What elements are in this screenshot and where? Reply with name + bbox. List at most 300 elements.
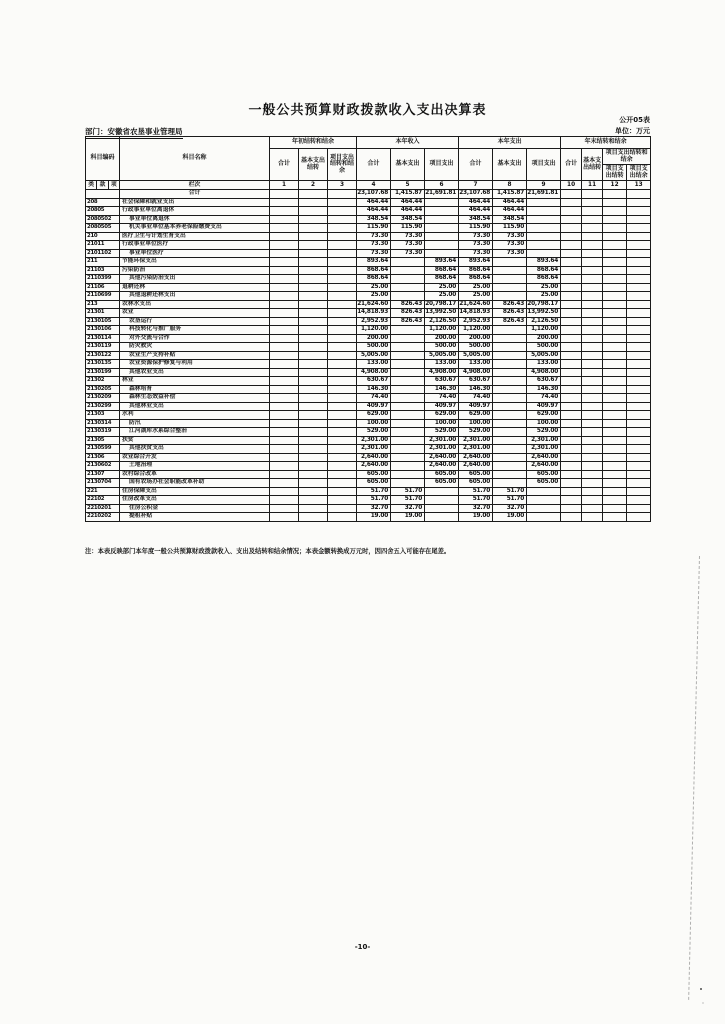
value-cell	[582, 351, 603, 360]
value-cell: 605.00	[527, 470, 561, 479]
value-cell: 100.00	[527, 419, 561, 428]
subject-code-cell: 2130135	[86, 360, 120, 369]
value-cell	[493, 360, 527, 369]
value-cell	[328, 275, 357, 284]
value-cell	[627, 258, 651, 267]
value-cell: 1,415.87	[391, 190, 425, 199]
value-cell	[270, 368, 299, 377]
value-cell	[603, 198, 627, 207]
subject-name-cell: 合计	[120, 190, 270, 199]
subject-code-cell: 20805	[86, 207, 120, 216]
value-cell: 2,640.00	[527, 462, 561, 471]
value-cell	[627, 377, 651, 386]
subject-code-cell: 2210202	[86, 513, 120, 522]
value-cell	[582, 241, 603, 250]
scan-artifact-line	[688, 556, 700, 1000]
value-cell	[299, 343, 328, 352]
value-cell	[561, 215, 582, 224]
value-cell: 868.64	[425, 266, 459, 275]
value-cell: 51.70	[459, 496, 493, 505]
value-cell: 868.64	[425, 275, 459, 284]
value-cell	[627, 487, 651, 496]
value-cell: 25.00	[527, 292, 561, 301]
subject-code-cell: 208	[86, 198, 120, 207]
value-cell: 409.97	[425, 402, 459, 411]
subject-name-cell: 污染防治	[120, 266, 270, 275]
value-cell	[603, 504, 627, 513]
value-cell	[493, 436, 527, 445]
subject-code-cell: 2130114	[86, 334, 120, 343]
value-cell	[493, 453, 527, 462]
value-cell	[527, 207, 561, 216]
value-cell: 74.40	[425, 394, 459, 403]
value-cell	[527, 232, 561, 241]
table-row	[86, 385, 651, 394]
table-row	[86, 462, 651, 471]
value-cell	[561, 411, 582, 420]
value-cell	[299, 419, 328, 428]
value-cell: 14,818.93	[357, 309, 391, 318]
value-cell: 200.00	[425, 334, 459, 343]
subgroup-project-balance: 项目支出结转和结余	[603, 149, 651, 165]
value-cell: 2,952.93	[459, 317, 493, 326]
table-row	[86, 292, 651, 301]
subject-name-cell: 林业	[120, 377, 270, 386]
value-cell	[270, 317, 299, 326]
value-cell	[391, 334, 425, 343]
value-cell: 5,005.00	[459, 351, 493, 360]
subject-code-cell: 213	[86, 300, 120, 309]
subject-code-cell: 2130209	[86, 394, 120, 403]
value-cell	[270, 360, 299, 369]
value-cell: 25.00	[527, 283, 561, 292]
scan-artifact-specks	[700, 988, 702, 990]
value-cell: 630.67	[425, 377, 459, 386]
value-cell	[582, 258, 603, 267]
value-cell: 73.30	[459, 232, 493, 241]
subject-code-cell: 22102	[86, 496, 120, 505]
value-cell	[299, 317, 328, 326]
value-cell: 32.70	[493, 504, 527, 513]
value-cell	[299, 504, 328, 513]
value-cell	[299, 190, 328, 199]
header-group-row	[86, 137, 651, 149]
value-cell	[270, 419, 299, 428]
table-row	[86, 190, 651, 199]
value-cell	[391, 292, 425, 301]
value-cell	[391, 411, 425, 420]
value-cell: 73.30	[357, 232, 391, 241]
value-cell	[603, 190, 627, 199]
col-9-header: 项目支出	[527, 149, 561, 181]
subject-code-cell: 21303	[86, 411, 120, 420]
value-cell	[603, 232, 627, 241]
value-cell	[582, 326, 603, 335]
value-cell	[603, 462, 627, 471]
subject-name-cell: 节能环保支出	[120, 258, 270, 267]
value-cell	[328, 215, 357, 224]
value-cell	[328, 283, 357, 292]
value-cell	[582, 292, 603, 301]
value-cell	[561, 419, 582, 428]
subject-code-cell: 2130205	[86, 385, 120, 394]
value-cell	[425, 215, 459, 224]
subject-name-cell: 退耕还林	[120, 283, 270, 292]
table-row	[86, 470, 651, 479]
value-cell	[527, 496, 561, 505]
value-cell: 893.64	[357, 258, 391, 267]
subject-name-cell: 社会保障和就业支出	[120, 198, 270, 207]
table-row	[86, 224, 651, 233]
subject-code-cell: 2130704	[86, 479, 120, 488]
value-cell: 464.44	[357, 207, 391, 216]
value-cell	[582, 496, 603, 505]
col-5-header: 基本支出	[391, 149, 425, 181]
table-row	[86, 317, 651, 326]
subject-code-cell: 2130105	[86, 317, 120, 326]
value-cell: 2,640.00	[357, 453, 391, 462]
value-cell: 2,301.00	[527, 445, 561, 454]
value-cell	[561, 470, 582, 479]
value-cell: 73.30	[493, 241, 527, 250]
value-cell	[391, 343, 425, 352]
value-cell: 51.70	[493, 487, 527, 496]
value-cell	[561, 436, 582, 445]
value-cell: 1,120.00	[357, 326, 391, 335]
code-sub-lei: 类	[88, 182, 95, 188]
value-cell: 2,640.00	[425, 453, 459, 462]
value-cell	[582, 224, 603, 233]
value-cell	[299, 513, 328, 522]
value-cell	[328, 428, 357, 437]
value-cell: 868.64	[527, 275, 561, 284]
value-cell	[270, 487, 299, 496]
value-cell	[627, 266, 651, 275]
value-cell	[627, 215, 651, 224]
value-cell: 2,301.00	[357, 445, 391, 454]
col-2-header: 基本支出结转	[299, 149, 328, 181]
value-cell	[299, 402, 328, 411]
value-cell: 51.70	[459, 487, 493, 496]
table-row	[86, 436, 651, 445]
value-cell	[603, 309, 627, 318]
value-cell	[270, 394, 299, 403]
value-cell	[270, 351, 299, 360]
value-cell: 348.54	[459, 215, 493, 224]
value-cell	[603, 402, 627, 411]
col-index: 3	[328, 181, 357, 190]
subject-code-cell: 2130599	[86, 445, 120, 454]
subject-code-cell: 21305	[86, 436, 120, 445]
subject-code-cell: 21106	[86, 283, 120, 292]
value-cell	[270, 275, 299, 284]
value-cell	[582, 343, 603, 352]
value-cell	[270, 428, 299, 437]
value-cell: 605.00	[527, 479, 561, 488]
value-cell: 100.00	[425, 419, 459, 428]
value-cell	[328, 504, 357, 513]
value-cell	[270, 207, 299, 216]
subject-code-cell	[86, 190, 120, 199]
value-cell: 146.30	[357, 385, 391, 394]
value-cell: 348.54	[493, 215, 527, 224]
value-cell	[425, 224, 459, 233]
value-cell: 529.00	[357, 428, 391, 437]
value-cell	[493, 385, 527, 394]
value-cell	[328, 266, 357, 275]
value-cell: 1,120.00	[527, 326, 561, 335]
value-cell	[582, 334, 603, 343]
subject-name-cell: 农业	[120, 309, 270, 318]
subject-name-cell: 提租补贴	[120, 513, 270, 522]
value-cell: 893.64	[425, 258, 459, 267]
value-cell: 19.00	[493, 513, 527, 522]
value-cell	[391, 266, 425, 275]
value-cell	[603, 445, 627, 454]
value-cell: 4,908.00	[459, 368, 493, 377]
value-cell: 4,908.00	[527, 368, 561, 377]
value-cell	[328, 309, 357, 318]
value-cell	[603, 300, 627, 309]
value-cell	[561, 275, 582, 284]
value-cell: 115.90	[459, 224, 493, 233]
budget-table	[85, 136, 651, 522]
table-row	[86, 241, 651, 250]
value-cell	[627, 351, 651, 360]
value-cell	[328, 513, 357, 522]
value-cell	[328, 479, 357, 488]
value-cell: 5,005.00	[425, 351, 459, 360]
value-cell	[561, 292, 582, 301]
value-cell	[582, 419, 603, 428]
subject-name-cell: 防灾救灾	[120, 343, 270, 352]
value-cell	[299, 309, 328, 318]
value-cell: 826.43	[391, 317, 425, 326]
value-cell: 20,798.17	[425, 300, 459, 309]
value-cell	[627, 368, 651, 377]
subject-name-cell: 森林生态效益补偿	[120, 394, 270, 403]
value-cell	[627, 479, 651, 488]
value-cell	[299, 326, 328, 335]
value-cell	[582, 207, 603, 216]
value-cell	[603, 326, 627, 335]
value-cell	[299, 275, 328, 284]
value-cell	[425, 496, 459, 505]
value-cell	[493, 275, 527, 284]
table-row	[86, 428, 651, 437]
value-cell	[627, 385, 651, 394]
value-cell	[627, 394, 651, 403]
table-row	[86, 300, 651, 309]
value-cell: 5,005.00	[527, 351, 561, 360]
value-cell	[561, 317, 582, 326]
value-cell	[582, 436, 603, 445]
subject-name-cell: 农业综合开发	[120, 453, 270, 462]
value-cell	[270, 453, 299, 462]
value-cell	[328, 343, 357, 352]
value-cell: 4,908.00	[357, 368, 391, 377]
value-cell	[627, 249, 651, 258]
value-cell: 868.64	[459, 266, 493, 275]
value-cell: 146.30	[527, 385, 561, 394]
value-cell: 409.97	[357, 402, 391, 411]
value-cell	[582, 309, 603, 318]
value-cell	[270, 292, 299, 301]
value-cell	[299, 283, 328, 292]
value-cell: 25.00	[425, 292, 459, 301]
value-cell	[299, 224, 328, 233]
subject-name-cell: 医疗卫生与计划生育支出	[120, 232, 270, 241]
value-cell	[561, 513, 582, 522]
value-cell: 409.97	[459, 402, 493, 411]
value-cell	[582, 504, 603, 513]
value-cell	[561, 368, 582, 377]
form-number: 公开05表	[619, 116, 650, 124]
value-cell	[391, 462, 425, 471]
value-cell	[270, 326, 299, 335]
value-cell	[582, 275, 603, 284]
value-cell: 605.00	[357, 470, 391, 479]
value-cell: 868.64	[357, 275, 391, 284]
value-cell: 893.64	[527, 258, 561, 267]
subject-name-cell: 行政事业单位医疗	[120, 241, 270, 250]
value-cell	[328, 241, 357, 250]
value-cell: 605.00	[459, 470, 493, 479]
value-cell: 826.43	[391, 300, 425, 309]
value-cell	[391, 394, 425, 403]
value-cell	[328, 207, 357, 216]
value-cell: 826.43	[493, 309, 527, 318]
value-cell	[603, 266, 627, 275]
table-row	[86, 198, 651, 207]
col-subject-code: 科目编码	[86, 137, 120, 181]
value-cell: 629.00	[527, 411, 561, 420]
group-closing-balance: 年末结转和结余	[561, 137, 651, 149]
col-3-header: 项目支出结转和结余	[328, 149, 357, 181]
col-10-header: 合计	[561, 149, 582, 181]
value-cell	[270, 479, 299, 488]
value-cell	[561, 300, 582, 309]
subject-code-cell: 2130299	[86, 402, 120, 411]
value-cell: 868.64	[357, 266, 391, 275]
value-cell	[270, 258, 299, 267]
value-cell: 2,301.00	[459, 445, 493, 454]
value-cell	[603, 368, 627, 377]
table-row	[86, 258, 651, 267]
value-cell	[493, 411, 527, 420]
value-cell: 100.00	[459, 419, 493, 428]
value-cell: 629.00	[357, 411, 391, 420]
col-7-header: 合计	[459, 149, 493, 181]
unit-label: 单位：万元	[615, 127, 650, 135]
subject-code-cell: 21302	[86, 377, 120, 386]
value-cell	[603, 428, 627, 437]
subject-name-cell: 机关事业单位基本养老保险缴费支出	[120, 224, 270, 233]
value-cell	[627, 309, 651, 318]
value-cell	[493, 368, 527, 377]
value-cell	[627, 453, 651, 462]
value-cell: 74.40	[357, 394, 391, 403]
value-cell	[627, 504, 651, 513]
value-cell	[328, 445, 357, 454]
value-cell	[493, 292, 527, 301]
value-cell: 13,992.50	[527, 309, 561, 318]
row-label-cell: 栏次	[120, 181, 270, 190]
value-cell	[328, 224, 357, 233]
value-cell: 73.30	[391, 232, 425, 241]
value-cell: 2,640.00	[459, 462, 493, 471]
value-cell	[299, 487, 328, 496]
subject-code-cell: 210	[86, 232, 120, 241]
value-cell	[270, 385, 299, 394]
value-cell: 500.00	[425, 343, 459, 352]
col-6-header: 项目支出	[425, 149, 459, 181]
value-cell: 133.00	[459, 360, 493, 369]
value-cell	[582, 385, 603, 394]
value-cell	[627, 334, 651, 343]
value-cell	[270, 377, 299, 386]
table-row	[86, 343, 651, 352]
subject-code-cell: 2210201	[86, 504, 120, 513]
col-index: 2	[299, 181, 328, 190]
value-cell	[391, 436, 425, 445]
value-cell	[299, 215, 328, 224]
value-cell: 2,301.00	[425, 445, 459, 454]
value-cell	[627, 317, 651, 326]
value-cell	[603, 343, 627, 352]
value-cell	[391, 377, 425, 386]
value-cell	[328, 351, 357, 360]
value-cell	[328, 190, 357, 199]
value-cell: 2,640.00	[459, 453, 493, 462]
page-title: 一般公共预算财政拨款收入支出决算表	[248, 103, 487, 118]
value-cell: 146.30	[459, 385, 493, 394]
value-cell	[299, 232, 328, 241]
value-cell: 25.00	[459, 292, 493, 301]
col-1-header: 合计	[270, 149, 299, 181]
value-cell	[270, 198, 299, 207]
value-cell: 1,120.00	[459, 326, 493, 335]
value-cell	[328, 317, 357, 326]
subject-name-cell: 其他退耕还林支出	[120, 292, 270, 301]
value-cell	[582, 513, 603, 522]
value-cell	[527, 504, 561, 513]
value-cell	[328, 232, 357, 241]
value-cell	[270, 411, 299, 420]
subject-code-cell: 2101102	[86, 249, 120, 258]
value-cell	[603, 207, 627, 216]
value-cell: 464.44	[493, 207, 527, 216]
value-cell	[425, 241, 459, 250]
table-row	[86, 266, 651, 275]
value-cell	[270, 266, 299, 275]
value-cell: 348.54	[357, 215, 391, 224]
value-cell	[328, 292, 357, 301]
value-cell	[299, 249, 328, 258]
value-cell	[582, 198, 603, 207]
value-cell: 51.70	[391, 496, 425, 505]
col-index: 8	[493, 181, 527, 190]
value-cell	[328, 419, 357, 428]
value-cell: 1,120.00	[425, 326, 459, 335]
value-cell	[270, 334, 299, 343]
value-cell	[561, 445, 582, 454]
col-index: 9	[527, 181, 561, 190]
value-cell: 464.44	[391, 198, 425, 207]
value-cell: 605.00	[425, 470, 459, 479]
value-cell	[270, 224, 299, 233]
value-cell	[527, 487, 561, 496]
